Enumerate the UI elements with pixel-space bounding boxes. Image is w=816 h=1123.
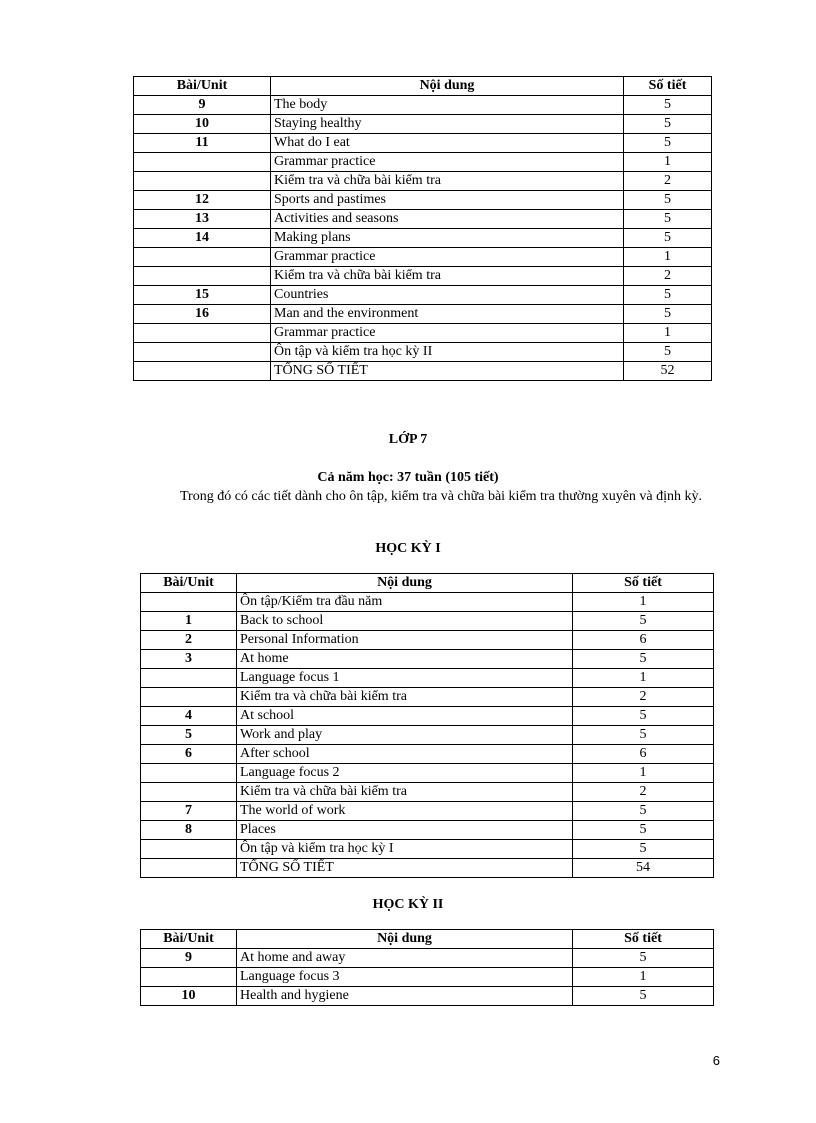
column-header-periods: Số tiết (624, 77, 712, 96)
cell-unit: 1 (141, 612, 237, 631)
cell-content: Personal Information (237, 631, 573, 650)
cell-periods: 5 (624, 191, 712, 210)
table-row (134, 153, 712, 172)
column-header-periods: Số tiết (573, 574, 714, 593)
cell-unit (141, 859, 237, 878)
semester2-title: HỌC KỲ II (372, 897, 444, 912)
table-row (134, 267, 712, 286)
table-row (134, 362, 712, 381)
table-row (141, 669, 714, 688)
cell-unit (134, 267, 271, 286)
cell-content: Grammar practice (271, 153, 624, 172)
cell-content: Back to school (237, 612, 573, 631)
cell-unit: 14 (134, 229, 271, 248)
cell-unit (141, 968, 237, 987)
table-header-row (134, 77, 712, 96)
cell-content: Grammar practice (271, 248, 624, 267)
cell-unit (141, 593, 237, 612)
cell-periods: 1 (573, 669, 714, 688)
column-header-unit: Bài/Unit (134, 77, 271, 96)
table-row (141, 968, 714, 987)
cell-content: Activities and seasons (271, 210, 624, 229)
cell-content: Ôn tập/Kiểm tra đầu năm (237, 593, 573, 612)
cell-periods: 5 (624, 305, 712, 324)
table-row (141, 783, 714, 802)
grade-title: LỚP 7 (388, 432, 428, 447)
table-row (141, 688, 714, 707)
cell-unit (141, 764, 237, 783)
cell-periods: 5 (573, 612, 714, 631)
table-header-row (141, 930, 714, 949)
cell-unit: 16 (134, 305, 271, 324)
cell-periods: 5 (573, 802, 714, 821)
cell-content: Language focus 3 (237, 968, 573, 987)
cell-periods: 2 (573, 783, 714, 802)
table-row (134, 96, 712, 115)
cell-unit (134, 324, 271, 343)
year-description: Trong đó có các tiết dành cho ôn tập, kiểm tra và chữa bài kiểm tra thường xuyên và định kỳ. (179, 489, 703, 504)
cell-periods: 5 (624, 134, 712, 153)
cell-unit: 15 (134, 286, 271, 305)
cell-periods: 2 (573, 688, 714, 707)
page-number: 6 (712, 1053, 720, 1068)
cell-unit: 9 (141, 949, 237, 968)
cell-unit: 8 (141, 821, 237, 840)
cell-content: TỔNG SỐ TIẾT (271, 362, 624, 381)
cell-content: Language focus 2 (237, 764, 573, 783)
cell-content: Countries (271, 286, 624, 305)
cell-unit (134, 248, 271, 267)
cell-periods: 5 (624, 115, 712, 134)
cell-content: Sports and pastimes (271, 191, 624, 210)
table-row (134, 115, 712, 134)
cell-unit: 7 (141, 802, 237, 821)
table-row (141, 987, 714, 1006)
semester1-title: HỌC KỲ I (375, 541, 441, 556)
cell-content: Language focus 1 (237, 669, 573, 688)
cell-unit: 13 (134, 210, 271, 229)
table-row (141, 612, 714, 631)
cell-periods: 52 (624, 362, 712, 381)
table-row (141, 745, 714, 764)
semester2-table (140, 929, 714, 1006)
table-row (141, 840, 714, 859)
cell-unit: 3 (141, 650, 237, 669)
cell-periods: 6 (573, 631, 714, 650)
table-row (141, 650, 714, 669)
cell-unit (134, 172, 271, 191)
cell-content: The body (271, 96, 624, 115)
cell-content: Kiểm tra và chữa bài kiểm tra (237, 688, 573, 707)
table-row (134, 343, 712, 362)
cell-content: Man and the environment (271, 305, 624, 324)
cell-periods: 1 (624, 248, 712, 267)
cell-periods: 5 (573, 726, 714, 745)
column-header-content: Nội dung (237, 930, 573, 949)
cell-unit (141, 669, 237, 688)
cell-content: What do I eat (271, 134, 624, 153)
cell-unit: 9 (134, 96, 271, 115)
grade6-semester2-table (133, 76, 712, 381)
cell-unit: 6 (141, 745, 237, 764)
cell-unit (134, 362, 271, 381)
cell-content: Ôn tập và kiểm tra học kỳ II (271, 343, 624, 362)
cell-content: Health and hygiene (237, 987, 573, 1006)
cell-unit: 11 (134, 134, 271, 153)
cell-content: Making plans (271, 229, 624, 248)
table-row (134, 305, 712, 324)
table-row (141, 764, 714, 783)
cell-content: Kiểm tra và chữa bài kiểm tra (237, 783, 573, 802)
table-row (141, 726, 714, 745)
cell-content: At home and away (237, 949, 573, 968)
cell-periods: 5 (624, 229, 712, 248)
cell-unit: 4 (141, 707, 237, 726)
cell-content: The world of work (237, 802, 573, 821)
cell-periods: 5 (624, 343, 712, 362)
cell-unit (134, 343, 271, 362)
column-header-content: Nội dung (237, 574, 573, 593)
cell-periods: 54 (573, 859, 714, 878)
cell-periods: 5 (573, 840, 714, 859)
cell-periods: 5 (573, 707, 714, 726)
cell-periods: 6 (573, 745, 714, 764)
cell-content: Work and play (237, 726, 573, 745)
cell-content: Kiểm tra và chữa bài kiểm tra (271, 267, 624, 286)
cell-periods: 5 (573, 949, 714, 968)
cell-periods: 5 (573, 987, 714, 1006)
cell-content: Staying healthy (271, 115, 624, 134)
cell-periods: 1 (624, 153, 712, 172)
cell-periods: 5 (624, 96, 712, 115)
cell-content: At home (237, 650, 573, 669)
cell-unit: 12 (134, 191, 271, 210)
table-row (141, 707, 714, 726)
cell-content: After school (237, 745, 573, 764)
table-row (134, 191, 712, 210)
table-row (141, 631, 714, 650)
cell-unit (141, 688, 237, 707)
cell-periods: 2 (624, 172, 712, 191)
cell-unit: 5 (141, 726, 237, 745)
table-row (134, 229, 712, 248)
cell-content: Ôn tập và kiểm tra học kỳ I (237, 840, 573, 859)
cell-unit: 2 (141, 631, 237, 650)
table-row (141, 593, 714, 612)
cell-content: Kiểm tra và chữa bài kiểm tra (271, 172, 624, 191)
cell-periods: 5 (624, 286, 712, 305)
column-header-unit: Bài/Unit (141, 574, 237, 593)
cell-content: Places (237, 821, 573, 840)
table-row (134, 172, 712, 191)
table-row (134, 324, 712, 343)
table-row (134, 248, 712, 267)
cell-unit: 10 (134, 115, 271, 134)
cell-periods: 1 (573, 593, 714, 612)
column-header-content: Nội dung (271, 77, 624, 96)
cell-periods: 1 (624, 324, 712, 343)
cell-periods: 5 (573, 650, 714, 669)
table-row (134, 286, 712, 305)
table-row (141, 949, 714, 968)
table-row (141, 859, 714, 878)
column-header-unit: Bài/Unit (141, 930, 237, 949)
cell-periods: 1 (573, 764, 714, 783)
table-header-row (141, 574, 714, 593)
table-row (141, 802, 714, 821)
cell-unit (141, 783, 237, 802)
cell-periods: 5 (624, 210, 712, 229)
cell-unit: 10 (141, 987, 237, 1006)
cell-unit (134, 153, 271, 172)
cell-periods: 5 (573, 821, 714, 840)
table-row (134, 210, 712, 229)
cell-periods: 1 (573, 968, 714, 987)
cell-content: At school (237, 707, 573, 726)
cell-content: Grammar practice (271, 324, 624, 343)
cell-periods: 2 (624, 267, 712, 286)
table-row (141, 821, 714, 840)
table-row (134, 134, 712, 153)
cell-unit (141, 840, 237, 859)
cell-content: TỔNG SỐ TIẾT (237, 859, 573, 878)
semester1-table (140, 573, 714, 878)
column-header-periods: Số tiết (573, 930, 714, 949)
year-info: Cả năm học: 37 tuần (105 tiết) (317, 470, 499, 485)
